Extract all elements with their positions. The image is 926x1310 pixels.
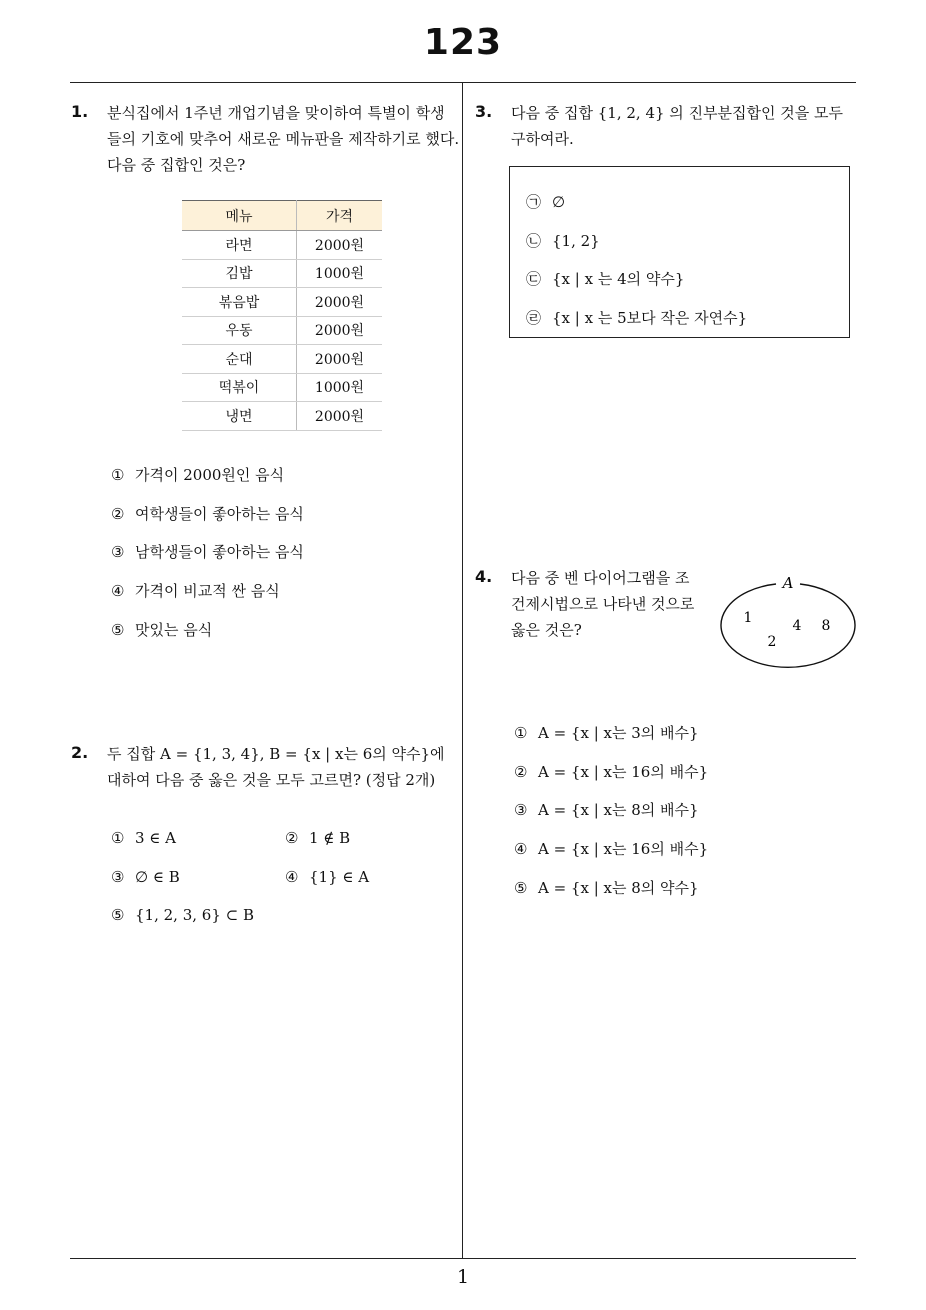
option-text: {1, 2, 3, 6} ⊂ B [135,906,254,924]
option-mark: ② [514,763,528,781]
option-mark: ⑤ [111,906,125,924]
venn-element: 2 [767,634,777,650]
choice-mark: ㉠ [526,193,542,211]
option-4[interactable] [514,839,708,859]
choice-item [526,191,565,212]
option-text: A = {x | x는 8의 약수} [538,879,699,897]
table-header-menu: 메뉴 [182,201,297,231]
venn-element: 4 [792,618,802,634]
question-text-line: 옳은 것은? [511,621,582,639]
venn-element: 8 [821,618,831,634]
option-text: 1 ∉ B [309,829,351,847]
option-2[interactable] [285,828,350,848]
option-text: 가격이 비교적 싼 음식 [135,582,280,600]
option-3[interactable] [111,867,180,887]
choice-item [526,230,600,251]
choices-box [509,166,850,338]
option-5[interactable] [111,905,254,925]
option-mark: ② [285,829,299,847]
option-text: A = {x | x는 16의 배수} [538,840,709,858]
table-row [182,345,382,374]
option-2[interactable] [111,504,304,524]
question-text-line: 다음 중 집합인 것은? [107,156,246,174]
menu-cell: 순대 [182,345,297,374]
table-row [182,402,382,431]
choice-text: {x | x 는 5보다 작은 자연수} [552,309,748,327]
option-mark: ③ [111,543,125,561]
question-text-line: 다음 중 벤 다이어그램을 조 [511,569,690,587]
price-cell: 1000원 [297,259,383,288]
option-text: 3 ∈ A [135,829,177,847]
choice-text: {1, 2} [552,232,600,250]
option-mark: ④ [285,868,299,886]
option-mark: ⑤ [514,879,528,897]
option-5[interactable] [514,878,699,898]
table-header-price: 가격 [297,201,383,231]
option-mark: ② [111,505,125,523]
choice-text: {x | x 는 4의 약수} [552,270,685,288]
venn-ellipse [721,584,855,667]
option-mark: ③ [514,801,528,819]
column-divider [462,82,463,1258]
page-title: 123 [423,22,503,63]
price-cell: 2000원 [297,316,383,345]
venn-diagram [718,570,858,682]
choice-item [526,268,684,289]
choice-item [526,307,747,328]
option-1[interactable] [111,465,284,485]
question-text-line: 다음 중 집합 {1, 2, 4} 의 진부분집합인 것을 모두 [511,104,844,122]
choice-text: ∅ [552,193,566,211]
option-text: {1} ∈ A [309,868,370,886]
question-number: 2. [71,743,89,762]
table-row [182,316,382,345]
choice-mark: ㉢ [526,270,542,288]
option-mark: ④ [111,582,125,600]
question-text-line: 구하여라. [511,130,574,148]
option-mark: ① [514,724,528,742]
price-cell: 2000원 [297,402,383,431]
question-number: 4. [475,567,493,586]
menu-cell: 냉면 [182,402,297,431]
question-text-line: 두 집합 A = {1, 3, 4}, B = {x | x는 6의 약수}에 [107,745,445,763]
option-text: 여학생들이 좋아하는 음식 [135,505,304,523]
menu-cell: 라면 [182,231,297,260]
option-mark: ① [111,466,125,484]
price-cell: 1000원 [297,373,383,402]
question-text-line: 분식집에서 1주년 개업기념을 맞이하여 특별이 학생 [107,104,445,122]
question-text-line: 건제시법으로 나타낸 것으로 [511,595,695,613]
option-5[interactable] [111,620,212,640]
question-text-line: 대하여 다음 중 옳은 것을 모두 고르면? (정답 2개) [107,771,436,789]
price-cell: 2000원 [297,345,383,374]
menu-cell: 떡볶이 [182,373,297,402]
venn-element: 1 [743,610,753,626]
option-text: A = {x | x는 16의 배수} [538,763,709,781]
footer-rule [70,1258,856,1259]
option-4[interactable] [285,867,369,887]
option-text: 남학생들이 좋아하는 음식 [135,543,304,561]
option-text: A = {x | x는 3의 배수} [538,724,699,742]
option-3[interactable] [514,800,699,820]
venn-label: A [782,574,794,592]
menu-table [182,200,382,431]
header-rule [70,82,856,83]
menu-cell: 우동 [182,316,297,345]
option-mark: ① [111,829,125,847]
option-mark: ④ [514,840,528,858]
menu-cell: 볶음밥 [182,288,297,317]
question-text-line: 들의 기호에 맞추어 새로운 메뉴판을 제작하기로 했다. [107,130,460,148]
choice-mark: ㉣ [526,309,542,327]
option-text: ∅ ∈ B [135,868,180,886]
option-mark: ③ [111,868,125,886]
price-cell: 2000원 [297,288,383,317]
option-3[interactable] [111,542,304,562]
page-number: 1 [456,1266,470,1288]
option-1[interactable] [111,828,176,848]
option-1[interactable] [514,723,699,743]
table-row [182,373,382,402]
option-2[interactable] [514,762,708,782]
table-row [182,259,382,288]
menu-cell: 김밥 [182,259,297,288]
question-number: 3. [475,102,493,121]
option-text: 가격이 2000원인 음식 [135,466,285,484]
option-text: 맛있는 음식 [135,621,213,639]
table-row [182,288,382,317]
option-4[interactable] [111,581,280,601]
choice-mark: ㉡ [526,232,542,250]
option-text: A = {x | x는 8의 배수} [538,801,699,819]
option-mark: ⑤ [111,621,125,639]
table-row [182,231,382,260]
price-cell: 2000원 [297,231,383,260]
question-number: 1. [71,102,89,121]
